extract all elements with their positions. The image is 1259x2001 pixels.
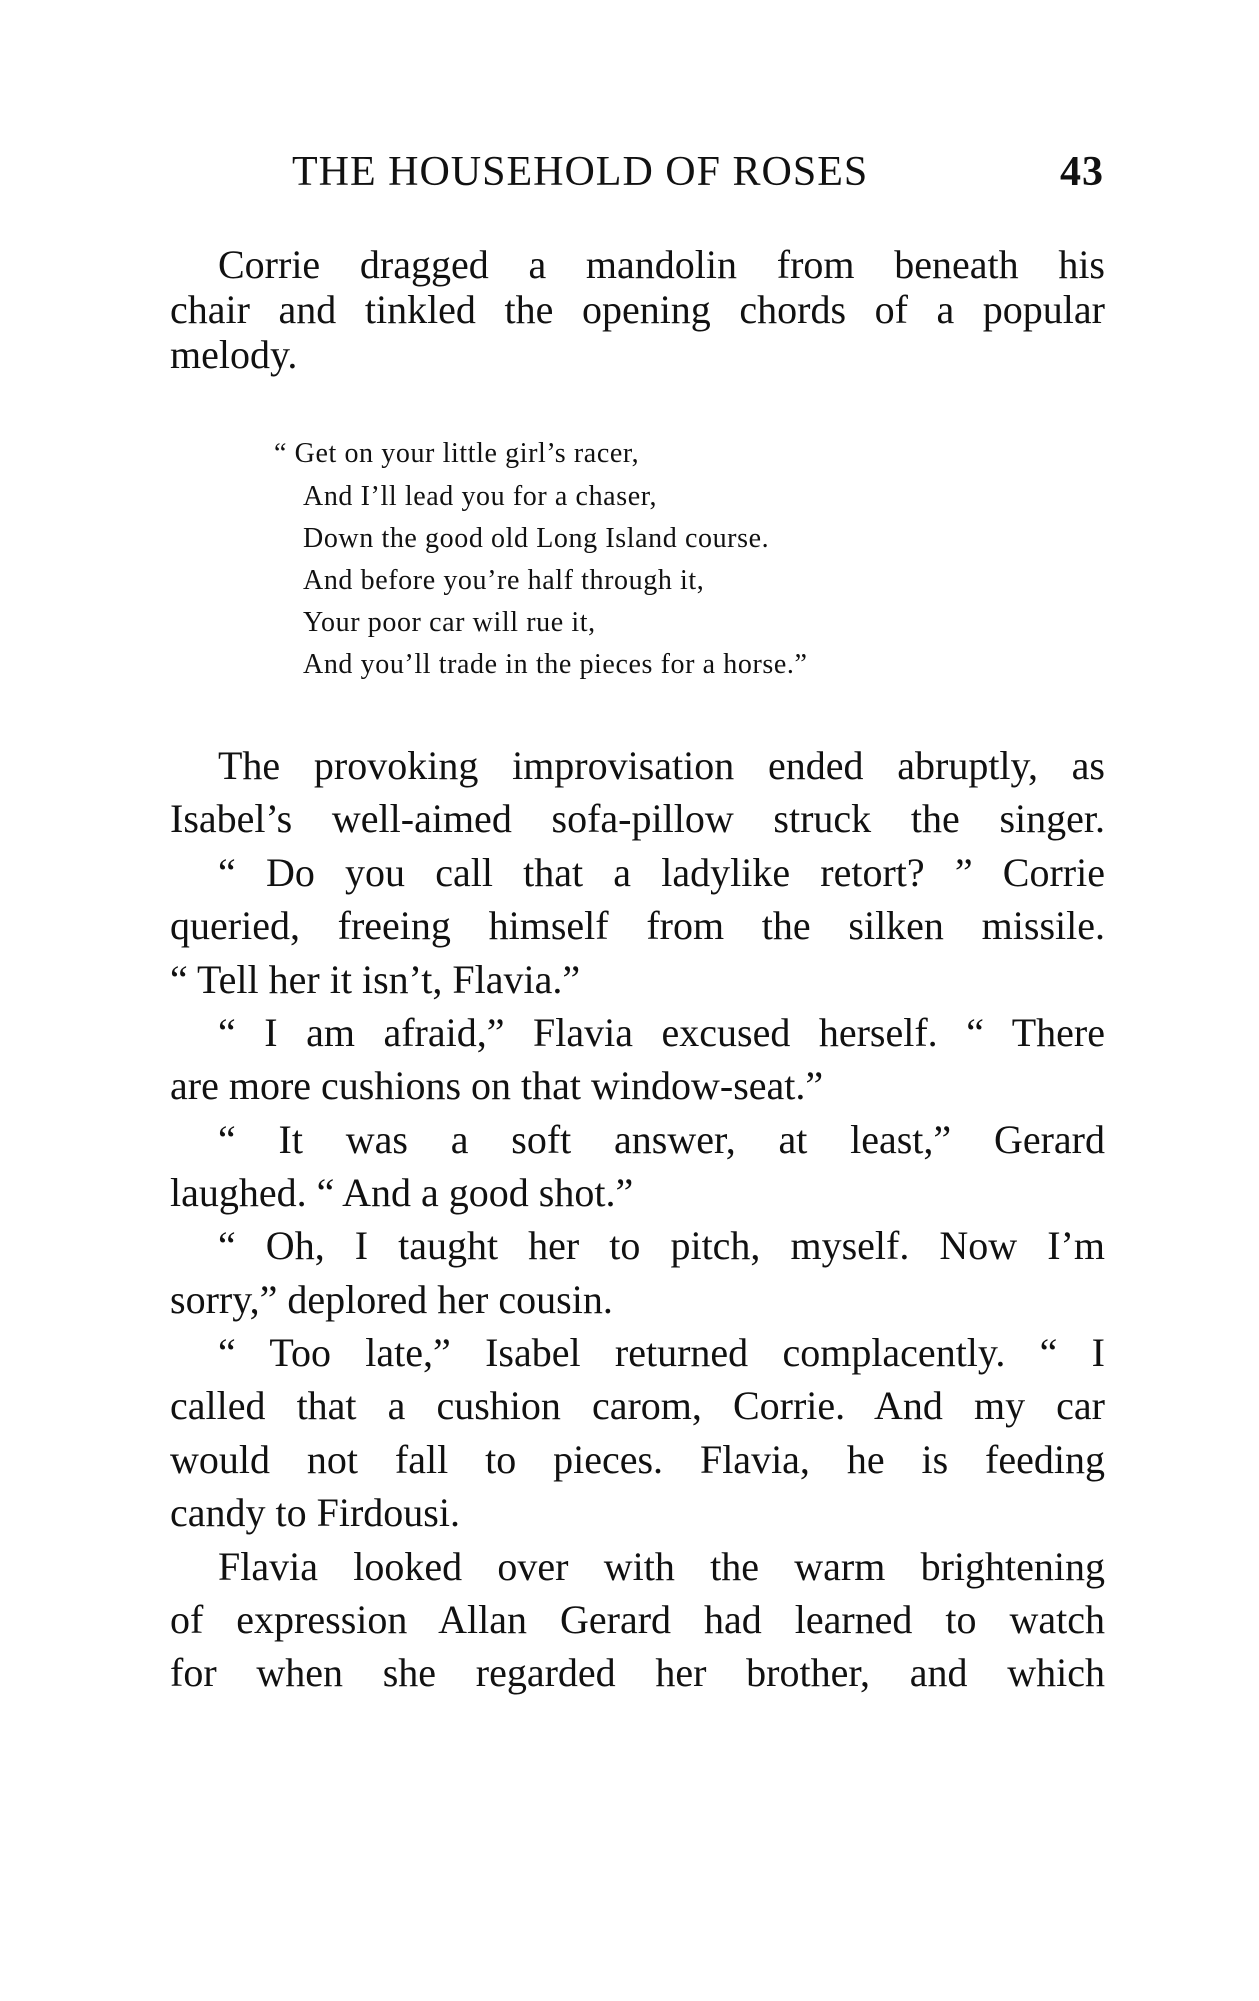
verse-line: Down the good old Long Island course. xyxy=(303,523,770,554)
paragraph-line: called that a cushion carom, Corrie. And my car xyxy=(170,1383,1105,1428)
paragraph-line: “ Tell her it isn’t, Flavia.” xyxy=(170,957,581,1002)
paragraph-line: Isabel’s well-aimed sofa-pillow struck the singer. xyxy=(170,796,1105,841)
paragraph-line: “ I am afraid,” Flavia excused herself. “ There xyxy=(218,1010,1105,1055)
verse-line: And you’ll trade in the pieces for a horse.” xyxy=(303,649,808,680)
paragraph-line: of expression Allan Gerard had learned to watch xyxy=(170,1597,1105,1642)
paragraph-line: Corrie dragged a mandolin from beneath his xyxy=(218,242,1105,287)
paragraph-line: chair and tinkled the opening chords of a popular xyxy=(170,287,1105,332)
paragraph-line: The provoking improvisation ended abruptly, as xyxy=(218,743,1105,788)
verse-line: “ Get on your little girl’s racer, xyxy=(274,438,640,469)
running-title: THE HOUSEHOLD OF ROSES xyxy=(292,149,869,195)
verse-line: And I’ll lead you for a chaser, xyxy=(303,481,658,512)
paragraph-line: “ Too late,” Isabel returned complacently. “ I xyxy=(218,1330,1105,1375)
paragraph-line: are more cushions on that window-seat.” xyxy=(170,1063,824,1108)
page-number: 43 xyxy=(1060,149,1104,195)
paragraph-line: candy to Firdousi. xyxy=(170,1490,460,1535)
paragraph-line: melody. xyxy=(170,332,298,377)
paragraph-line: “ Do you call that a ladylike retort? ” Corrie xyxy=(218,850,1105,895)
paragraph-line: queried, freeing himself from the silken missile. xyxy=(170,903,1105,948)
paragraph-line: “ It was a soft answer, at least,” Gerard xyxy=(218,1117,1105,1162)
paragraph-line: would not fall to pieces. Flavia, he is feeding xyxy=(170,1437,1105,1482)
paragraph-line: for when she regarded her brother, and which xyxy=(170,1650,1105,1695)
verse-line: Your poor car will rue it, xyxy=(303,607,596,638)
paragraph-line: sorry,” deplored her cousin. xyxy=(170,1277,613,1322)
paragraph-line: “ Oh, I taught her to pitch, myself. Now I’m xyxy=(218,1223,1105,1268)
paragraph-line: Flavia looked over with the warm brightening xyxy=(218,1544,1105,1589)
paragraph-line: laughed. “ And a good shot.” xyxy=(170,1170,634,1215)
verse-line: And before you’re half through it, xyxy=(303,565,705,596)
running-head xyxy=(292,148,1104,204)
